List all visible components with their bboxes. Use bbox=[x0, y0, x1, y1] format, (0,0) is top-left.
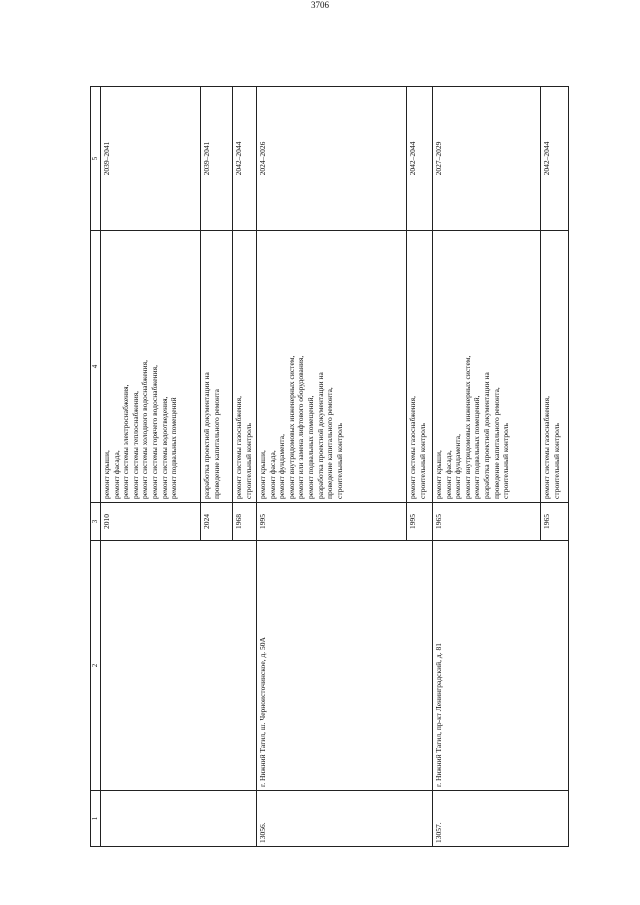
work-item: ремонт фасада, bbox=[267, 450, 277, 499]
work-item: ремонт подвальных помещений bbox=[169, 397, 179, 499]
repair-works bbox=[257, 231, 407, 503]
header-row bbox=[91, 87, 101, 847]
repair-works bbox=[233, 231, 257, 503]
work-item: проведение капитального ремонта bbox=[211, 389, 221, 499]
repair-period: 2039–2041 bbox=[101, 87, 201, 231]
repair-works bbox=[433, 231, 541, 503]
commissioning-year: 1995 bbox=[257, 503, 407, 541]
row-number: 13056. bbox=[257, 791, 433, 847]
column-header: 3 bbox=[91, 503, 101, 541]
commissioning-year: 1965 bbox=[433, 503, 541, 541]
work-item: проведение капитального ремонта, bbox=[325, 387, 335, 499]
repair-period: 2024–2026 bbox=[257, 87, 407, 231]
table-row bbox=[101, 87, 201, 847]
work-item: ремонт внутридомовых инженерных систем, bbox=[286, 355, 296, 499]
work-item: ремонт системы горячего водоснабжения, bbox=[149, 365, 159, 499]
page-number: 3706 bbox=[311, 0, 329, 10]
address bbox=[101, 541, 257, 791]
commissioning-year: 1965 bbox=[541, 503, 569, 541]
repair-works bbox=[407, 231, 433, 503]
commissioning-year: 1968 bbox=[233, 503, 257, 541]
work-item: ремонт системы газоснабжения, bbox=[542, 395, 551, 499]
work-item: ремонт подвальных помещений, bbox=[472, 395, 482, 499]
work-item: ремонт фундамента, bbox=[277, 434, 287, 499]
repair-schedule-table bbox=[90, 86, 569, 847]
column-header: 4 bbox=[91, 231, 101, 503]
column-header: 2 bbox=[91, 541, 101, 791]
work-item: строительный контроль bbox=[501, 423, 511, 499]
work-item: разработка проектной документации на bbox=[481, 372, 491, 499]
address: г. Нижний Тагил, ш. Черноисточинское, д. 50А bbox=[257, 541, 433, 791]
work-item: ремонт системы холодного водоснабжения, bbox=[140, 359, 150, 499]
work-item: строительный контроль bbox=[417, 423, 427, 499]
repair-period: 2042–2044 bbox=[407, 87, 433, 231]
work-item: ремонт системы электроснабжения, bbox=[121, 384, 131, 499]
work-item: ремонт системы теплоснабжения, bbox=[130, 390, 140, 499]
repair-period: 2042–2044 bbox=[541, 87, 569, 231]
work-item: ремонт фасада, bbox=[443, 450, 453, 499]
repair-period: 2042–2044 bbox=[233, 87, 257, 231]
work-item: ремонт крыши, bbox=[258, 450, 267, 499]
work-item: проведение капитального ремонта, bbox=[491, 387, 501, 499]
work-item: ремонт подвальных помещений, bbox=[305, 395, 315, 499]
work-item: ремонт системы газоснабжения, bbox=[234, 395, 243, 499]
table-row bbox=[257, 87, 407, 847]
commissioning-year: 1995 bbox=[407, 503, 433, 541]
commissioning-year: 2024 bbox=[201, 503, 233, 541]
work-item: ремонт фасада, bbox=[111, 450, 121, 499]
work-item: разработка проектной документации на bbox=[202, 372, 211, 499]
work-item: ремонт внутридомовых инженерных систем, bbox=[462, 355, 472, 499]
repair-works bbox=[201, 231, 233, 503]
repair-period: 2039–2041 bbox=[201, 87, 233, 231]
commissioning-year: 2010 bbox=[101, 503, 201, 541]
repair-period: 2027–2029 bbox=[433, 87, 541, 231]
address: г. Нижний Тагил, пр-кт Ленинградский, д. 81 bbox=[433, 541, 569, 791]
row-number bbox=[101, 791, 257, 847]
work-item: ремонт системы водоотведения, bbox=[159, 396, 169, 499]
column-header: 1 bbox=[91, 791, 101, 847]
repair-works bbox=[101, 231, 201, 503]
rotated-page bbox=[90, 87, 561, 847]
work-item: ремонт системы газоснабжения, bbox=[408, 395, 417, 499]
work-item: строительный контроль bbox=[334, 423, 344, 499]
work-item: разработка проектной документации на bbox=[315, 372, 325, 499]
row-number: 13057. bbox=[433, 791, 569, 847]
column-header: 5 bbox=[91, 87, 101, 231]
work-item: ремонт крыши, bbox=[434, 450, 443, 499]
work-item: ремонт фундамента, bbox=[453, 434, 463, 499]
work-item: строительный контроль bbox=[551, 423, 561, 499]
work-item: ремонт или замена лифтового оборудования, bbox=[296, 355, 306, 499]
work-item: ремонт крыши, bbox=[102, 450, 111, 499]
table-row bbox=[433, 87, 541, 847]
repair-works bbox=[541, 231, 569, 503]
work-item: строительный контроль bbox=[243, 423, 253, 499]
